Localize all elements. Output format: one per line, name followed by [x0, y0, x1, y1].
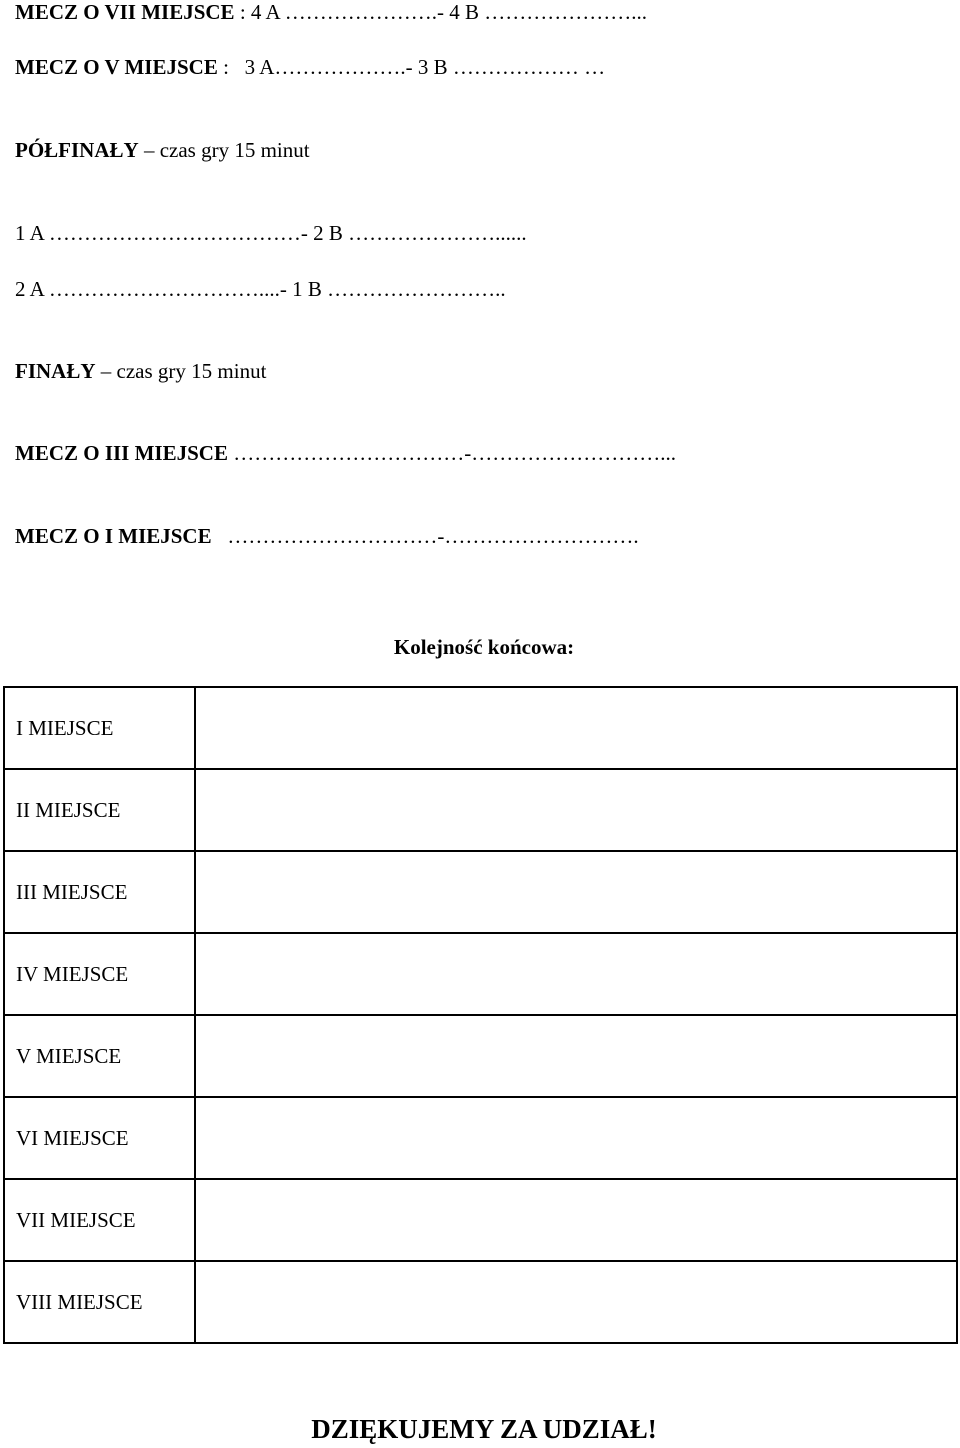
table-row: [4, 851, 957, 933]
semifinal-match-1: 1 A ………………………………- 2 B …………………......: [15, 221, 527, 245]
match-7th-place: [15, 0, 647, 24]
finals-duration: – czas gry 15 minut: [95, 359, 267, 383]
team-entry-cell[interactable]: [195, 1097, 957, 1179]
table-row: [4, 1179, 957, 1261]
thank-you-footer: DZIĘKUJEMY ZA UDZIAŁ!: [311, 1414, 657, 1444]
team-entry-cell[interactable]: [195, 851, 957, 933]
standings-table: [3, 686, 958, 1344]
team-entry-cell[interactable]: [195, 1179, 957, 1261]
finals-title: FINAŁY: [15, 359, 96, 383]
place-label: VI MIEJSCE: [4, 1097, 195, 1179]
match-1st-place-label: MECZ O I MIEJSCE: [15, 524, 212, 548]
finals-heading: [15, 359, 266, 383]
match-3rd-place: [15, 441, 676, 465]
place-label: IV MIEJSCE: [4, 933, 195, 1015]
table-row: [4, 1015, 957, 1097]
place-label: I MIEJSCE: [4, 687, 195, 769]
standings-heading: Kolejność końcowa:: [393, 635, 575, 659]
match-3rd-place-pairing: ……………………………-………………………...: [227, 441, 676, 465]
match-3rd-place-label: MECZ O III MIEJSCE: [15, 441, 228, 465]
team-entry-cell[interactable]: [195, 687, 957, 769]
match-7th-place-label: MECZ O VII MIEJSCE: [15, 0, 235, 24]
table-row: [4, 1097, 957, 1179]
match-5th-place-pairing: : 3 A……………….- 3 B ……………… …: [217, 55, 606, 79]
match-1st-place: [15, 524, 639, 548]
match-5th-place-label: MECZ O V MIEJSCE: [15, 55, 218, 79]
match-7th-place-pairing: : 4 A ………………….- 4 B …………………...: [234, 0, 648, 24]
table-row: [4, 687, 957, 769]
semifinals-duration: – czas gry 15 minut: [138, 138, 310, 162]
match-1st-place-pairing: …………………………-……………………….: [211, 524, 639, 548]
place-label: II MIEJSCE: [4, 769, 195, 851]
table-row: [4, 933, 957, 1015]
place-label: III MIEJSCE: [4, 851, 195, 933]
match-5th-place: [15, 55, 605, 79]
semifinals-heading: [15, 138, 310, 162]
place-label: VIII MIEJSCE: [4, 1261, 195, 1343]
team-entry-cell[interactable]: [195, 1015, 957, 1097]
place-label: VII MIEJSCE: [4, 1179, 195, 1261]
semifinals-title: PÓŁFINAŁY: [15, 138, 139, 162]
semifinal-match-2: 2 A …………………………....- 1 B ……………………..: [15, 277, 506, 301]
table-row: [4, 1261, 957, 1343]
team-entry-cell[interactable]: [195, 1261, 957, 1343]
place-label: V MIEJSCE: [4, 1015, 195, 1097]
team-entry-cell[interactable]: [195, 769, 957, 851]
table-row: [4, 769, 957, 851]
team-entry-cell[interactable]: [195, 933, 957, 1015]
